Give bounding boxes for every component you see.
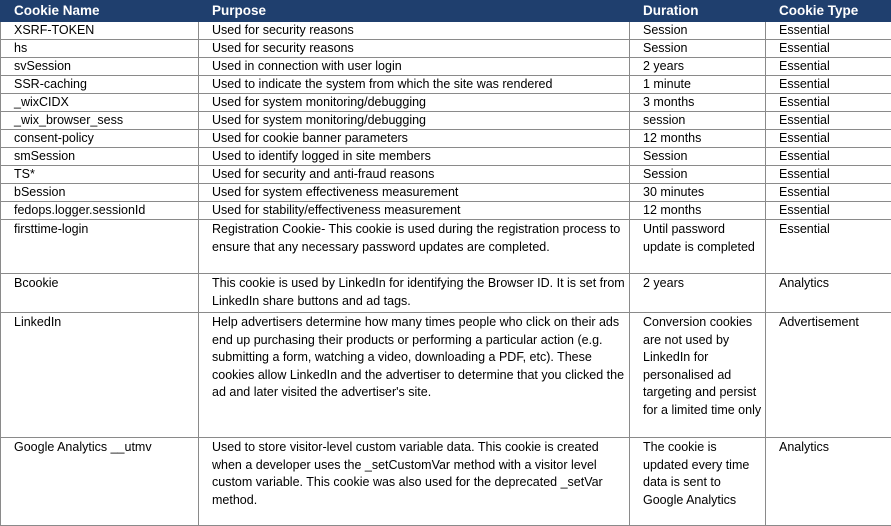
table-row bbox=[1, 94, 891, 112]
duration-cell: Session bbox=[630, 148, 766, 166]
cookie-name-cell: _wixCIDX bbox=[1, 94, 199, 112]
purpose-cell: This cookie is used by LinkedIn for identifying the Browser ID. It is set from LinkedIn share buttons and ad tags. bbox=[199, 274, 630, 313]
table-row bbox=[1, 274, 891, 313]
purpose-cell: Used to store visitor-level custom variable data. This cookie is created when a developer uses the _setCustomVar method with a visitor level custom variable. This cookie was also used for the deprecated _setVar method. bbox=[199, 438, 630, 526]
header-cookie-type: Cookie Type bbox=[766, 1, 891, 22]
duration-cell: session bbox=[630, 112, 766, 130]
table-row bbox=[1, 130, 891, 148]
purpose-cell: Used for stability/effectiveness measurement bbox=[199, 202, 630, 220]
purpose-cell: Used for cookie banner parameters bbox=[199, 130, 630, 148]
purpose-cell: Used in connection with user login bbox=[199, 58, 630, 76]
cookie-type-cell: Essential bbox=[766, 148, 891, 166]
cookie-name-cell: _wix_browser_sess bbox=[1, 112, 199, 130]
duration-cell: 30 minutes bbox=[630, 184, 766, 202]
purpose-cell: Used to identify logged in site members bbox=[199, 148, 630, 166]
table-row bbox=[1, 313, 891, 438]
cookie-type-cell: Essential bbox=[766, 166, 891, 184]
table-row bbox=[1, 22, 891, 40]
cookie-type-cell: Essential bbox=[766, 40, 891, 58]
table-row bbox=[1, 220, 891, 274]
cookie-name-cell: firsttime-login bbox=[1, 220, 199, 274]
cookie-type-cell: Essential bbox=[766, 94, 891, 112]
cookie-name-cell: smSession bbox=[1, 148, 199, 166]
duration-cell: Conversion cookies are not used by LinkedIn for personalised ad targeting and persist for a limited time only bbox=[630, 313, 766, 438]
cookie-name-cell: bSession bbox=[1, 184, 199, 202]
purpose-cell: Used for system monitoring/debugging bbox=[199, 94, 630, 112]
cookie-name-cell: TS* bbox=[1, 166, 199, 184]
table-row bbox=[1, 112, 891, 130]
duration-cell: 1 minute bbox=[630, 76, 766, 94]
duration-cell: 2 years bbox=[630, 274, 766, 313]
purpose-cell: Used for security reasons bbox=[199, 22, 630, 40]
table-row bbox=[1, 202, 891, 220]
table-row bbox=[1, 40, 891, 58]
cookie-type-cell: Essential bbox=[766, 58, 891, 76]
duration-cell: Session bbox=[630, 22, 766, 40]
cookie-name-cell: XSRF-TOKEN bbox=[1, 22, 199, 40]
cookie-type-cell: Essential bbox=[766, 220, 891, 274]
duration-cell: The cookie is updated every time data is sent to Google Analytics bbox=[630, 438, 766, 526]
purpose-cell: Help advertisers determine how many times people who click on their ads end up purchasing their products or performing a particular action (e.g. submitting a form, watching a video, downloading a PDF, etc). These cookies allow LinkedIn and the advertiser to determine that you clicked the ad and later visited the advertiser's site. bbox=[199, 313, 630, 438]
duration-cell: 12 months bbox=[630, 130, 766, 148]
table-row bbox=[1, 148, 891, 166]
duration-cell: 3 months bbox=[630, 94, 766, 112]
header-cookie-name: Cookie Name bbox=[1, 1, 199, 22]
purpose-cell: Used for security reasons bbox=[199, 40, 630, 58]
cookie-type-cell: Advertisement bbox=[766, 313, 891, 438]
cookie-type-cell: Essential bbox=[766, 184, 891, 202]
cookie-type-cell: Analytics bbox=[766, 438, 891, 526]
cookie-type-cell: Essential bbox=[766, 112, 891, 130]
duration-cell: Session bbox=[630, 40, 766, 58]
table-row bbox=[1, 184, 891, 202]
cookie-name-cell: SSR-caching bbox=[1, 76, 199, 94]
cookie-type-cell: Essential bbox=[766, 130, 891, 148]
purpose-cell: Used for system effectiveness measurement bbox=[199, 184, 630, 202]
cookie-name-cell: hs bbox=[1, 40, 199, 58]
header-duration: Duration bbox=[630, 1, 766, 22]
duration-cell: 12 months bbox=[630, 202, 766, 220]
purpose-cell: Used to indicate the system from which the site was rendered bbox=[199, 76, 630, 94]
purpose-cell: Used for system monitoring/debugging bbox=[199, 112, 630, 130]
table-row bbox=[1, 438, 891, 526]
cookie-name-cell: Google Analytics __utmv bbox=[1, 438, 199, 526]
header-row bbox=[1, 1, 891, 22]
duration-cell: 2 years bbox=[630, 58, 766, 76]
purpose-cell: Used for security and anti-fraud reasons bbox=[199, 166, 630, 184]
table-row bbox=[1, 76, 891, 94]
duration-cell: Until password update is completed bbox=[630, 220, 766, 274]
header-purpose: Purpose bbox=[199, 1, 630, 22]
duration-cell: Session bbox=[630, 166, 766, 184]
cookie-name-cell: Bcookie bbox=[1, 274, 199, 313]
cookie-name-cell: consent-policy bbox=[1, 130, 199, 148]
table-row bbox=[1, 58, 891, 76]
cookie-type-cell: Essential bbox=[766, 22, 891, 40]
cookie-type-cell: Essential bbox=[766, 76, 891, 94]
cookie-type-cell: Essential bbox=[766, 202, 891, 220]
table-row bbox=[1, 166, 891, 184]
cookie-type-cell: Analytics bbox=[766, 274, 891, 313]
cookie-name-cell: svSession bbox=[1, 58, 199, 76]
purpose-cell: Registration Cookie- This cookie is used during the registration process to ensure that any necessary password updates are completed. bbox=[199, 220, 630, 274]
cookie-name-cell: fedops.logger.sessionId bbox=[1, 202, 199, 220]
cookie-name-cell: LinkedIn bbox=[1, 313, 199, 438]
